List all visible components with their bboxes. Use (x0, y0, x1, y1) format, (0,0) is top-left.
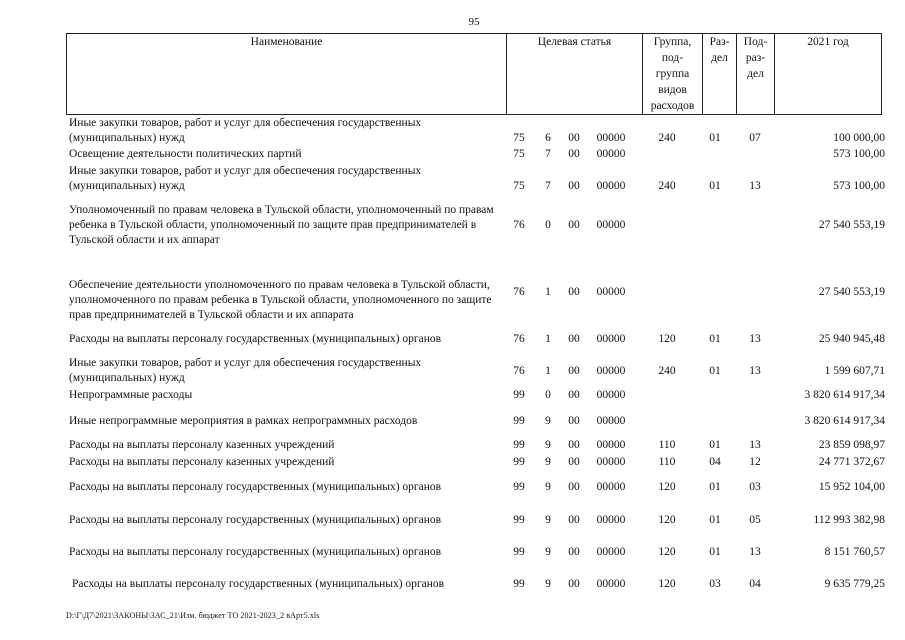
subsection: 03 (749, 481, 761, 493)
table-row (0, 388, 905, 403)
target-code-1: 99 (513, 415, 525, 427)
target-code-1: 99 (513, 514, 525, 526)
subsection: 05 (749, 514, 761, 526)
target-code-1: 75 (513, 148, 525, 160)
target-code-2: 1 (545, 333, 551, 345)
amount: 573 100,00 (833, 180, 885, 192)
target-code-4: 00000 (596, 365, 626, 377)
amount: 3 820 614 917,34 (804, 415, 885, 427)
subsection: 13 (749, 180, 761, 192)
target-code-4: 00000 (596, 439, 626, 451)
table-row (0, 480, 905, 495)
target-code-3: 00 (568, 456, 580, 468)
subsection: 13 (749, 546, 761, 558)
header-section: Раз- дел (703, 34, 737, 115)
section: 04 (709, 456, 721, 468)
amount: 3 820 614 917,34 (804, 389, 885, 401)
row-name: Расходы на выплаты персоналу государственных (муниципальных) органов (72, 578, 445, 590)
expense-group: 120 (658, 514, 676, 526)
amount: 9 635 779,25 (824, 578, 885, 590)
target-code-4: 00000 (596, 481, 626, 493)
target-code-3: 00 (568, 481, 580, 493)
target-code-4: 00000 (596, 456, 626, 468)
section: 01 (709, 180, 721, 192)
target-code-3: 00 (568, 546, 580, 558)
row-name: Иные закупки товаров, работ и услуг для обеспечения государственных (муниципальных) нужд (69, 357, 422, 384)
row-name: Уполномоченный по правам человека в Тульской области, уполномоченный по правам ребенка в Тульской области, уполномоченный по защите прав предпринимателей в Тульской области и их аппарат (69, 204, 494, 246)
section: 01 (709, 439, 721, 451)
expense-group: 240 (658, 132, 676, 144)
target-code-4: 00000 (596, 132, 626, 144)
row-name: Непрограммные расходы (69, 389, 193, 401)
header-year-2021: 2021 год (775, 34, 882, 115)
target-code-4: 00000 (596, 389, 626, 401)
amount: 15 952 104,00 (818, 481, 885, 493)
target-code-3: 00 (568, 219, 580, 231)
row-name: Расходы на выплаты персоналу казенных учреждений (69, 439, 335, 451)
target-code-3: 00 (568, 514, 580, 526)
section: 01 (709, 333, 721, 345)
amount: 25 940 945,48 (818, 333, 885, 345)
target-code-4: 00000 (596, 415, 626, 427)
expense-group: 120 (658, 481, 676, 493)
table-row (0, 438, 905, 453)
table-row (0, 164, 905, 194)
table-header (66, 33, 882, 115)
target-code-3: 00 (568, 415, 580, 427)
target-code-2: 9 (545, 578, 551, 590)
subsection: 13 (749, 365, 761, 377)
amount: 100 000,00 (833, 132, 885, 144)
target-code-2: 9 (545, 514, 551, 526)
expense-group: 110 (658, 439, 676, 451)
amount: 23 859 098,97 (818, 439, 885, 451)
target-code-1: 99 (513, 456, 525, 468)
target-code-2: 0 (545, 219, 551, 231)
row-name: Иные закупки товаров, работ и услуг для обеспечения государственных (муниципальных) нужд (69, 165, 422, 192)
target-code-1: 99 (513, 481, 525, 493)
target-code-1: 76 (513, 365, 525, 377)
target-code-3: 00 (568, 365, 580, 377)
table-row (0, 203, 905, 248)
target-code-3: 00 (568, 132, 580, 144)
expense-group: 110 (658, 456, 676, 468)
section: 01 (709, 132, 721, 144)
target-code-1: 99 (513, 389, 525, 401)
target-code-4: 00000 (596, 333, 626, 345)
target-code-2: 7 (545, 180, 551, 192)
section: 01 (709, 514, 721, 526)
subsection: 12 (749, 456, 761, 468)
header-expense-group: Группа, под- группа видов расходов (643, 34, 703, 115)
target-code-1: 76 (513, 286, 525, 298)
target-code-2: 1 (545, 365, 551, 377)
section: 01 (709, 481, 721, 493)
table-row (0, 116, 905, 146)
header-subsection: Под- раз- дел (737, 34, 775, 115)
target-code-4: 00000 (596, 514, 626, 526)
table-row (0, 577, 905, 592)
target-code-2: 9 (545, 439, 551, 451)
expense-group: 120 (658, 578, 676, 590)
expense-group: 120 (658, 333, 676, 345)
target-code-4: 00000 (596, 180, 626, 192)
target-code-2: 7 (545, 148, 551, 160)
amount: 27 540 553,19 (818, 286, 885, 298)
row-name: Иные непрограммные мероприятия в рамках непрограммных расходов (69, 415, 418, 427)
page-number: 95 (468, 16, 480, 28)
target-code-1: 75 (513, 132, 525, 144)
target-code-4: 00000 (596, 578, 626, 590)
table-row (0, 545, 905, 560)
amount: 24 771 372,67 (818, 456, 885, 468)
row-name: Расходы на выплаты персоналу государственных (муниципальных) органов (69, 514, 442, 526)
target-code-2: 9 (545, 415, 551, 427)
target-code-2: 6 (545, 132, 551, 144)
subsection: 07 (749, 132, 761, 144)
target-code-4: 00000 (596, 286, 626, 298)
file-path-footer: D:\Г\Д7\2021\ЗАКОНЫ\ЗАС_21\Изм. бюджет ТО 2021-2023_2 вАрт5.xls (66, 611, 320, 620)
table-row (0, 513, 905, 528)
row-name: Иные закупки товаров, работ и услуг для обеспечения государственных (муниципальных) нужд (69, 117, 422, 144)
table-row (0, 455, 905, 470)
amount: 573 100,00 (833, 148, 885, 160)
expense-group: 240 (658, 365, 676, 377)
target-code-4: 00000 (596, 148, 626, 160)
target-code-2: 1 (545, 286, 551, 298)
target-code-1: 76 (513, 333, 525, 345)
amount: 8 151 760,57 (824, 546, 885, 558)
target-code-3: 00 (568, 389, 580, 401)
table-row (0, 332, 905, 347)
table-row (0, 414, 905, 429)
row-name: Расходы на выплаты персоналу казенных учреждений (69, 456, 335, 468)
target-code-3: 00 (568, 439, 580, 451)
section: 01 (709, 365, 721, 377)
subsection: 13 (749, 333, 761, 345)
target-code-2: 9 (545, 456, 551, 468)
expense-group: 120 (658, 546, 676, 558)
target-code-1: 99 (513, 578, 525, 590)
target-code-3: 00 (568, 180, 580, 192)
subsection: 13 (749, 439, 761, 451)
target-code-2: 9 (545, 481, 551, 493)
row-name: Расходы на выплаты персоналу государственных (муниципальных) органов (69, 546, 442, 558)
target-code-3: 00 (568, 333, 580, 345)
target-code-2: 0 (545, 389, 551, 401)
target-code-2: 9 (545, 546, 551, 558)
target-code-3: 00 (568, 578, 580, 590)
amount: 112 993 382,98 (813, 514, 885, 526)
header-target-article: Целевая статья (507, 34, 643, 115)
target-code-3: 00 (568, 148, 580, 160)
expense-group: 240 (658, 180, 676, 192)
target-code-1: 99 (513, 546, 525, 558)
amount: 1 599 607,71 (824, 365, 885, 377)
row-name: Расходы на выплаты персоналу государственных (муниципальных) органов (69, 333, 442, 345)
row-name: Обеспечение деятельности уполномоченного по правам человека в Тульской области, уполномоченного по правам ребенка в Тульской области, уполномоченного по защите прав предпринимателей в Тульской области и их аппарата (69, 279, 492, 321)
target-code-1: 75 (513, 180, 525, 192)
row-name: Освещение деятельности политических партий (69, 148, 302, 160)
target-code-3: 00 (568, 286, 580, 298)
row-name: Расходы на выплаты персоналу государственных (муниципальных) органов (69, 481, 442, 493)
header-name: Наименование (67, 34, 507, 115)
table-row (0, 356, 905, 386)
table-row (0, 263, 905, 323)
section: 01 (709, 546, 721, 558)
section: 03 (709, 578, 721, 590)
target-code-1: 76 (513, 219, 525, 231)
subsection: 04 (749, 578, 761, 590)
target-code-4: 00000 (596, 219, 626, 231)
target-code-1: 99 (513, 439, 525, 451)
table-row (0, 147, 905, 162)
amount: 27 540 553,19 (818, 219, 885, 231)
target-code-4: 00000 (596, 546, 626, 558)
